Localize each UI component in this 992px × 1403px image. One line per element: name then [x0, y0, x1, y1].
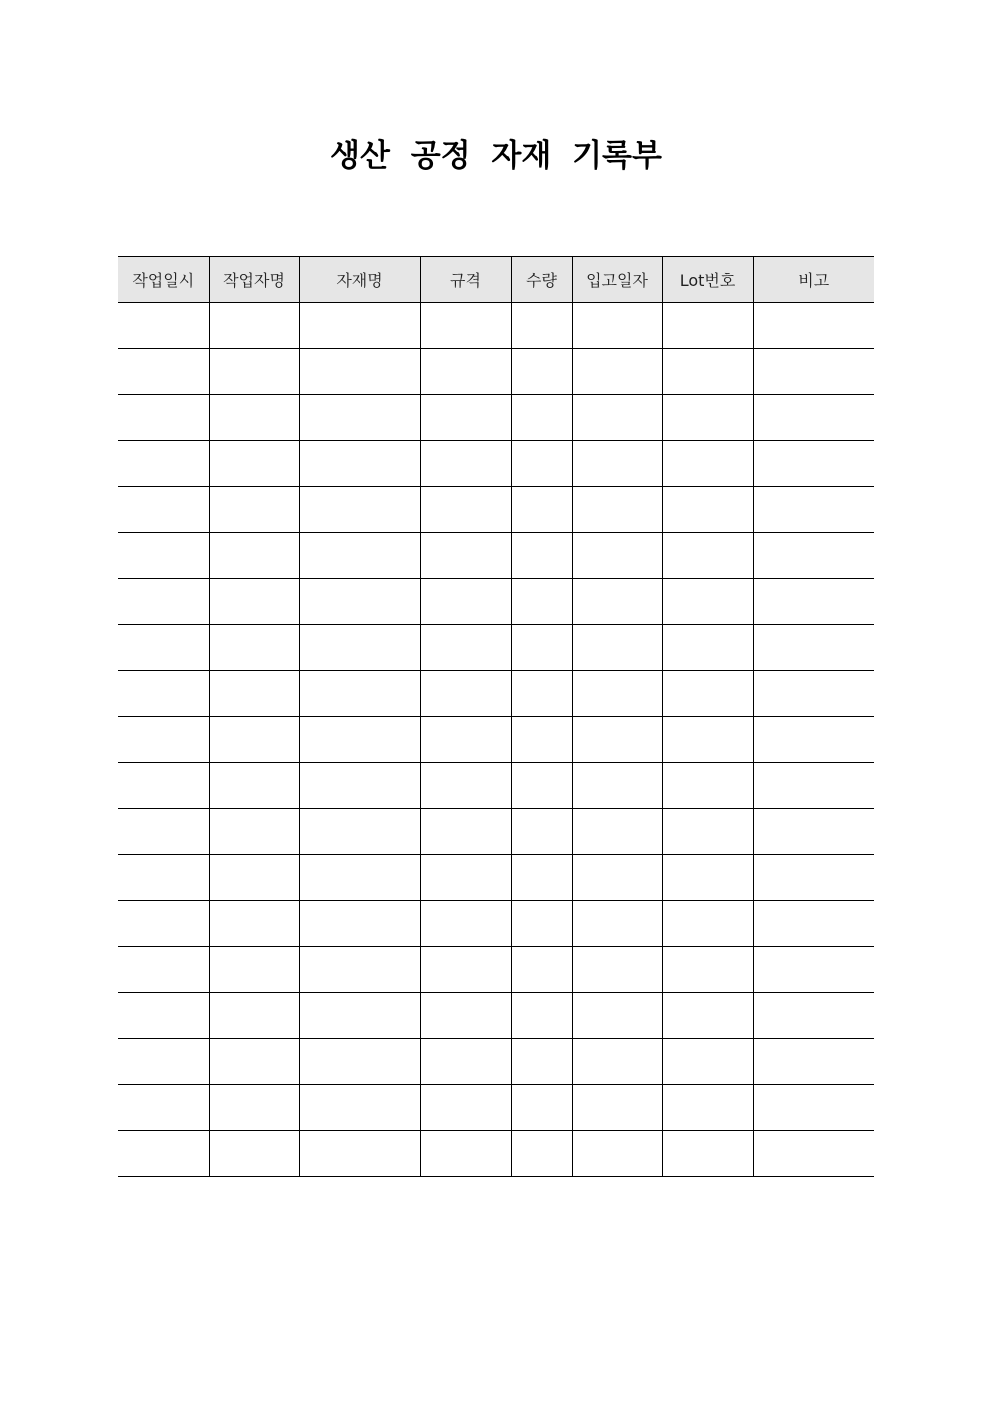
table-cell-specification[interactable]	[420, 901, 511, 947]
table-cell-lot-number[interactable]	[662, 579, 753, 625]
table-cell-remarks[interactable]	[753, 1131, 874, 1177]
column-header-remarks: 비고	[753, 257, 874, 303]
table-cell-quantity[interactable]	[511, 533, 572, 579]
table-cell-worker-name[interactable]	[209, 671, 299, 717]
table-cell-receipt-date[interactable]	[572, 1085, 662, 1131]
table-cell-material-name[interactable]	[299, 901, 420, 947]
table-cell-worker-name[interactable]	[209, 579, 299, 625]
table-cell-quantity[interactable]	[511, 947, 572, 993]
table-cell-worker-name[interactable]	[209, 533, 299, 579]
table-cell-worker-name[interactable]	[209, 947, 299, 993]
table-cell-specification[interactable]	[420, 717, 511, 763]
table-cell-work-datetime[interactable]	[118, 303, 209, 349]
table-cell-worker-name[interactable]	[209, 303, 299, 349]
table-cell-quantity[interactable]	[511, 763, 572, 809]
column-header-work-datetime: 작업일시	[118, 257, 209, 303]
table-cell-specification[interactable]	[420, 1039, 511, 1085]
table-cell-work-datetime[interactable]	[118, 809, 209, 855]
table-cell-receipt-date[interactable]	[572, 809, 662, 855]
table-row	[118, 395, 874, 441]
table-cell-quantity[interactable]	[511, 441, 572, 487]
table-cell-worker-name[interactable]	[209, 901, 299, 947]
table-cell-receipt-date[interactable]	[572, 487, 662, 533]
table-cell-specification[interactable]	[420, 763, 511, 809]
table-cell-lot-number[interactable]	[662, 901, 753, 947]
table-row	[118, 303, 874, 349]
table-cell-remarks[interactable]	[753, 533, 874, 579]
table-row	[118, 349, 874, 395]
table-cell-material-name[interactable]	[299, 303, 420, 349]
table-cell-specification[interactable]	[420, 1131, 511, 1177]
table-cell-remarks[interactable]	[753, 625, 874, 671]
table-cell-remarks[interactable]	[753, 487, 874, 533]
column-header-lot-number: Lot번호	[662, 257, 753, 303]
table-row	[118, 1085, 874, 1131]
table-cell-specification[interactable]	[420, 579, 511, 625]
table-cell-remarks[interactable]	[753, 947, 874, 993]
table-cell-quantity[interactable]	[511, 303, 572, 349]
table-cell-work-datetime[interactable]	[118, 1039, 209, 1085]
table-cell-lot-number[interactable]	[662, 763, 753, 809]
table-cell-lot-number[interactable]	[662, 349, 753, 395]
table-cell-worker-name[interactable]	[209, 809, 299, 855]
table-cell-material-name[interactable]	[299, 579, 420, 625]
table-cell-specification[interactable]	[420, 395, 511, 441]
table-cell-material-name[interactable]	[299, 533, 420, 579]
table-cell-lot-number[interactable]	[662, 487, 753, 533]
table-cell-quantity[interactable]	[511, 809, 572, 855]
table-cell-work-datetime[interactable]	[118, 855, 209, 901]
table-row	[118, 1131, 874, 1177]
table-cell-material-name[interactable]	[299, 1039, 420, 1085]
table-row	[118, 441, 874, 487]
table-row	[118, 487, 874, 533]
table-cell-work-datetime[interactable]	[118, 349, 209, 395]
table-cell-quantity[interactable]	[511, 625, 572, 671]
table-row	[118, 947, 874, 993]
table-cell-lot-number[interactable]	[662, 533, 753, 579]
table-cell-work-datetime[interactable]	[118, 395, 209, 441]
table-cell-worker-name[interactable]	[209, 763, 299, 809]
table-cell-receipt-date[interactable]	[572, 855, 662, 901]
table-cell-lot-number[interactable]	[662, 993, 753, 1039]
table-cell-remarks[interactable]	[753, 993, 874, 1039]
table-cell-work-datetime[interactable]	[118, 671, 209, 717]
table-cell-remarks[interactable]	[753, 349, 874, 395]
table-row	[118, 763, 874, 809]
table-cell-material-name[interactable]	[299, 487, 420, 533]
table-cell-remarks[interactable]	[753, 809, 874, 855]
table-cell-work-datetime[interactable]	[118, 993, 209, 1039]
table-cell-material-name[interactable]	[299, 625, 420, 671]
table-row	[118, 993, 874, 1039]
table-cell-specification[interactable]	[420, 993, 511, 1039]
table-cell-remarks[interactable]	[753, 1039, 874, 1085]
table-cell-work-datetime[interactable]	[118, 717, 209, 763]
table-cell-receipt-date[interactable]	[572, 395, 662, 441]
table-cell-receipt-date[interactable]	[572, 441, 662, 487]
table-cell-remarks[interactable]	[753, 901, 874, 947]
table-cell-lot-number[interactable]	[662, 1039, 753, 1085]
table-cell-worker-name[interactable]	[209, 487, 299, 533]
table-row	[118, 671, 874, 717]
table-cell-specification[interactable]	[420, 533, 511, 579]
table-cell-work-datetime[interactable]	[118, 763, 209, 809]
table-cell-work-datetime[interactable]	[118, 947, 209, 993]
table-cell-quantity[interactable]	[511, 487, 572, 533]
table-cell-remarks[interactable]	[753, 763, 874, 809]
table-cell-lot-number[interactable]	[662, 395, 753, 441]
column-header-material-name: 자재명	[299, 257, 420, 303]
page-title: 생산 공정 자재 기록부	[330, 138, 662, 174]
table-cell-remarks[interactable]	[753, 671, 874, 717]
table-cell-material-name[interactable]	[299, 1085, 420, 1131]
table-cell-quantity[interactable]	[511, 1131, 572, 1177]
table-cell-receipt-date[interactable]	[572, 763, 662, 809]
table-row	[118, 809, 874, 855]
table-row	[118, 901, 874, 947]
table-cell-quantity[interactable]	[511, 349, 572, 395]
table-row	[118, 855, 874, 901]
table-cell-quantity[interactable]	[511, 717, 572, 763]
material-record-table	[118, 256, 874, 1177]
table-cell-specification[interactable]	[420, 349, 511, 395]
table-cell-lot-number[interactable]	[662, 717, 753, 763]
table-cell-material-name[interactable]	[299, 763, 420, 809]
table-row	[118, 579, 874, 625]
table-cell-worker-name[interactable]	[209, 993, 299, 1039]
table-cell-worker-name[interactable]	[209, 1039, 299, 1085]
table-row	[118, 717, 874, 763]
table-cell-material-name[interactable]	[299, 441, 420, 487]
table-cell-lot-number[interactable]	[662, 1131, 753, 1177]
table-cell-quantity[interactable]	[511, 671, 572, 717]
table-cell-material-name[interactable]	[299, 717, 420, 763]
table-cell-worker-name[interactable]	[209, 717, 299, 763]
table-cell-receipt-date[interactable]	[572, 1039, 662, 1085]
table-cell-work-datetime[interactable]	[118, 441, 209, 487]
table-cell-lot-number[interactable]	[662, 441, 753, 487]
table-cell-receipt-date[interactable]	[572, 901, 662, 947]
table-row	[118, 1039, 874, 1085]
table-cell-specification[interactable]	[420, 487, 511, 533]
table-cell-receipt-date[interactable]	[572, 625, 662, 671]
table-header-row	[118, 257, 874, 303]
table-cell-quantity[interactable]	[511, 1039, 572, 1085]
table-cell-work-datetime[interactable]	[118, 533, 209, 579]
column-header-quantity: 수량	[511, 257, 572, 303]
table-cell-receipt-date[interactable]	[572, 993, 662, 1039]
table-cell-remarks[interactable]	[753, 1085, 874, 1131]
table-cell-lot-number[interactable]	[662, 625, 753, 671]
table-cell-quantity[interactable]	[511, 901, 572, 947]
table-cell-worker-name[interactable]	[209, 441, 299, 487]
table-cell-material-name[interactable]	[299, 855, 420, 901]
table-cell-receipt-date[interactable]	[572, 579, 662, 625]
table-cell-receipt-date[interactable]	[572, 717, 662, 763]
table-cell-specification[interactable]	[420, 625, 511, 671]
table-cell-material-name[interactable]	[299, 671, 420, 717]
table-cell-quantity[interactable]	[511, 993, 572, 1039]
table-cell-lot-number[interactable]	[662, 303, 753, 349]
table-cell-worker-name[interactable]	[209, 1131, 299, 1177]
table-cell-receipt-date[interactable]	[572, 947, 662, 993]
table-cell-worker-name[interactable]	[209, 1085, 299, 1131]
table-cell-remarks[interactable]	[753, 441, 874, 487]
table-cell-receipt-date[interactable]	[572, 533, 662, 579]
table-cell-quantity[interactable]	[511, 579, 572, 625]
table-cell-specification[interactable]	[420, 809, 511, 855]
table-cell-material-name[interactable]	[299, 1131, 420, 1177]
table-cell-material-name[interactable]	[299, 349, 420, 395]
column-header-worker-name: 작업자명	[209, 257, 299, 303]
table-cell-work-datetime[interactable]	[118, 579, 209, 625]
table-cell-work-datetime[interactable]	[118, 1131, 209, 1177]
table-cell-remarks[interactable]	[753, 303, 874, 349]
table-cell-specification[interactable]	[420, 441, 511, 487]
table-cell-specification[interactable]	[420, 1085, 511, 1131]
column-header-receipt-date: 입고일자	[572, 257, 662, 303]
table-cell-remarks[interactable]	[753, 395, 874, 441]
table-cell-receipt-date[interactable]	[572, 349, 662, 395]
table-cell-lot-number[interactable]	[662, 809, 753, 855]
table-cell-receipt-date[interactable]	[572, 303, 662, 349]
table-cell-quantity[interactable]	[511, 855, 572, 901]
table-cell-work-datetime[interactable]	[118, 625, 209, 671]
table-row	[118, 533, 874, 579]
table-cell-lot-number[interactable]	[662, 671, 753, 717]
table-cell-lot-number[interactable]	[662, 855, 753, 901]
table-cell-work-datetime[interactable]	[118, 901, 209, 947]
table-cell-remarks[interactable]	[753, 717, 874, 763]
table-cell-material-name[interactable]	[299, 993, 420, 1039]
table-cell-lot-number[interactable]	[662, 1085, 753, 1131]
table-cell-remarks[interactable]	[753, 855, 874, 901]
table-cell-quantity[interactable]	[511, 1085, 572, 1131]
table-cell-specification[interactable]	[420, 947, 511, 993]
table-cell-material-name[interactable]	[299, 395, 420, 441]
table-cell-worker-name[interactable]	[209, 625, 299, 671]
table-cell-work-datetime[interactable]	[118, 487, 209, 533]
table-cell-worker-name[interactable]	[209, 349, 299, 395]
table-cell-specification[interactable]	[420, 303, 511, 349]
table-cell-work-datetime[interactable]	[118, 1085, 209, 1131]
table-cell-quantity[interactable]	[511, 395, 572, 441]
table-cell-receipt-date[interactable]	[572, 671, 662, 717]
table-cell-worker-name[interactable]	[209, 855, 299, 901]
table-body	[118, 303, 874, 1177]
column-header-specification: 규격	[420, 257, 511, 303]
table-cell-specification[interactable]	[420, 855, 511, 901]
table-row	[118, 625, 874, 671]
table-cell-material-name[interactable]	[299, 809, 420, 855]
table-cell-remarks[interactable]	[753, 579, 874, 625]
table-cell-material-name[interactable]	[299, 947, 420, 993]
table-cell-lot-number[interactable]	[662, 947, 753, 993]
table-cell-receipt-date[interactable]	[572, 1131, 662, 1177]
table-cell-specification[interactable]	[420, 671, 511, 717]
table-cell-worker-name[interactable]	[209, 395, 299, 441]
